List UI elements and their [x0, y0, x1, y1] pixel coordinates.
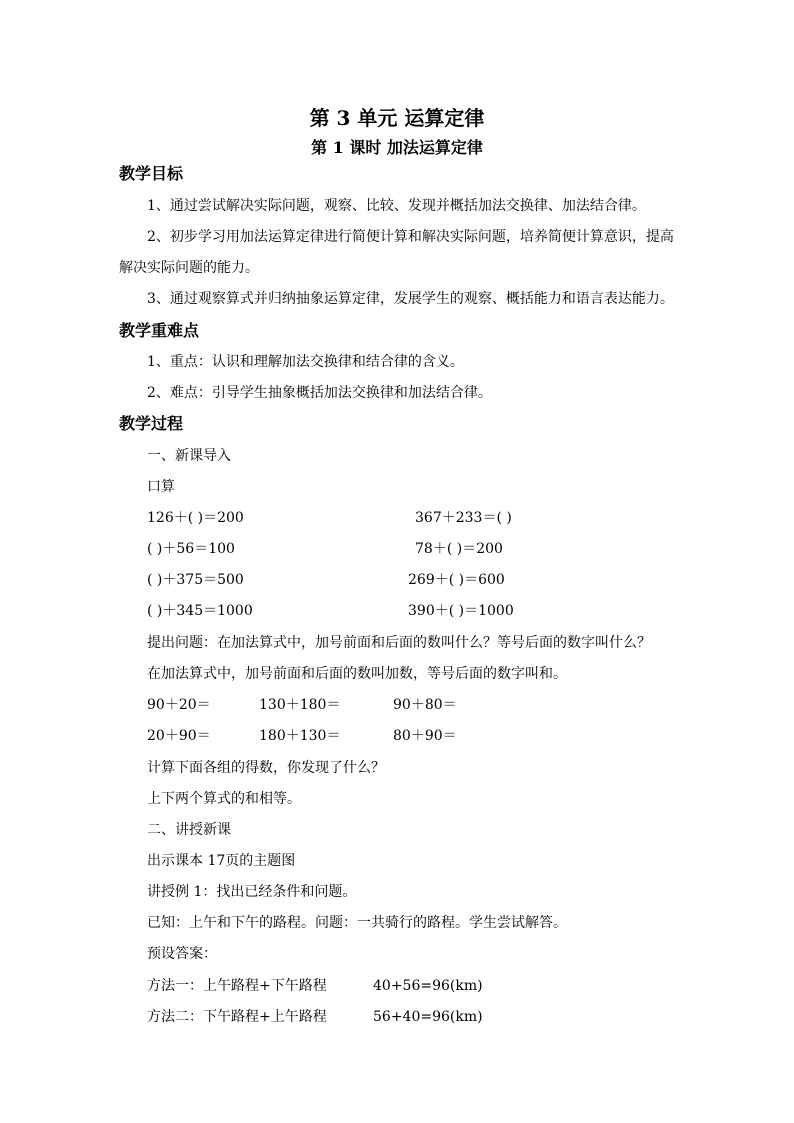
oral-right-2: 78＋( )＝200	[415, 541, 503, 557]
page-title: 第 3 单元 运算定律	[309, 106, 485, 130]
goal-item-1: 1、通过尝试解决实际问题，观察、比较、发现并概括加法交换律、加法结合律。	[147, 198, 646, 214]
keypoint-item-1: 1、重点：认识和理解加法交换律和结合律的含义。	[147, 354, 464, 370]
calc-r1-c1: 90＋20＝	[147, 697, 211, 713]
oral-left-2: ( )＋56＝100	[147, 541, 235, 557]
goal-item-3: 3、通过观察算式并归纳抽象运算定律，发展学生的观察、概括能力和语言表达能力。	[147, 291, 674, 307]
calc-r2-c3: 80＋90＝	[393, 728, 457, 744]
goal-item-2: 2、初步学习用加法运算定律进行简便计算和解决实际问题，培养简便计算意识，提高	[147, 229, 674, 245]
example-text: 讲授例 1：找出已经条件和问题。	[147, 884, 357, 900]
section-intro: 一、新课导入	[147, 448, 231, 464]
answer-text: 在加法算式中，加号前面和后面的数叫加数，等号后面的数字叫和。	[147, 666, 567, 682]
process-heading: 教学过程	[119, 414, 184, 433]
oral-right-1: 367＋233＝( )	[415, 510, 512, 526]
show-textbook: 出示课本 17页的主题图	[147, 853, 296, 869]
lesson-subtitle: 第 1 课时 加法运算定律	[311, 138, 483, 157]
goals-heading: 教学目标	[119, 164, 184, 183]
calc-r2-c1: 20＋90＝	[147, 728, 211, 744]
known-text: 已知：上午和下午的路程。问题：一共骑行的路程。学生尝试解答。	[147, 915, 567, 931]
oral-right-3: 269＋( )＝600	[408, 572, 505, 588]
oral-left-1: 126＋( )＝200	[147, 510, 244, 526]
method-2-label: 方法二：下午路程+上午路程	[147, 1009, 327, 1025]
calc-answer: 上下两个算式的和相等。	[147, 791, 301, 807]
oral-left-3: ( )＋375＝500	[147, 572, 244, 588]
calc-r1-c3: 90＋80＝	[393, 697, 457, 713]
preset-label: 预设答案：	[147, 946, 217, 962]
calc-question: 计算下面各组的得数，你发现了什么？	[147, 760, 385, 776]
keypoint-item-2: 2、难点：引导学生抽象概括加法交换律和加法结合律。	[147, 385, 492, 401]
calc-r2-c2: 180＋130＝	[259, 728, 341, 744]
section-new-lesson: 二、讲授新课	[147, 822, 231, 838]
method-2-formula: 56+40=96(km)	[373, 1009, 483, 1025]
calc-r1-c2: 130＋180＝	[259, 697, 341, 713]
oral-right-4: 390＋( )＝1000	[408, 603, 514, 619]
oral-calc-label: 口算	[147, 479, 175, 495]
question-text: 提出问题：在加法算式中，加号前面和后面的数叫什么？等号后面的数字叫什么？	[147, 635, 651, 651]
method-1-label: 方法一：上午路程+下午路程	[147, 978, 327, 994]
method-1-formula: 40+56=96(km)	[373, 978, 483, 994]
keypoints-heading: 教学重难点	[119, 321, 200, 340]
goal-item-2-continued: 解决实际问题的能力。	[119, 260, 259, 276]
oral-left-4: ( )＋345＝1000	[147, 603, 253, 619]
